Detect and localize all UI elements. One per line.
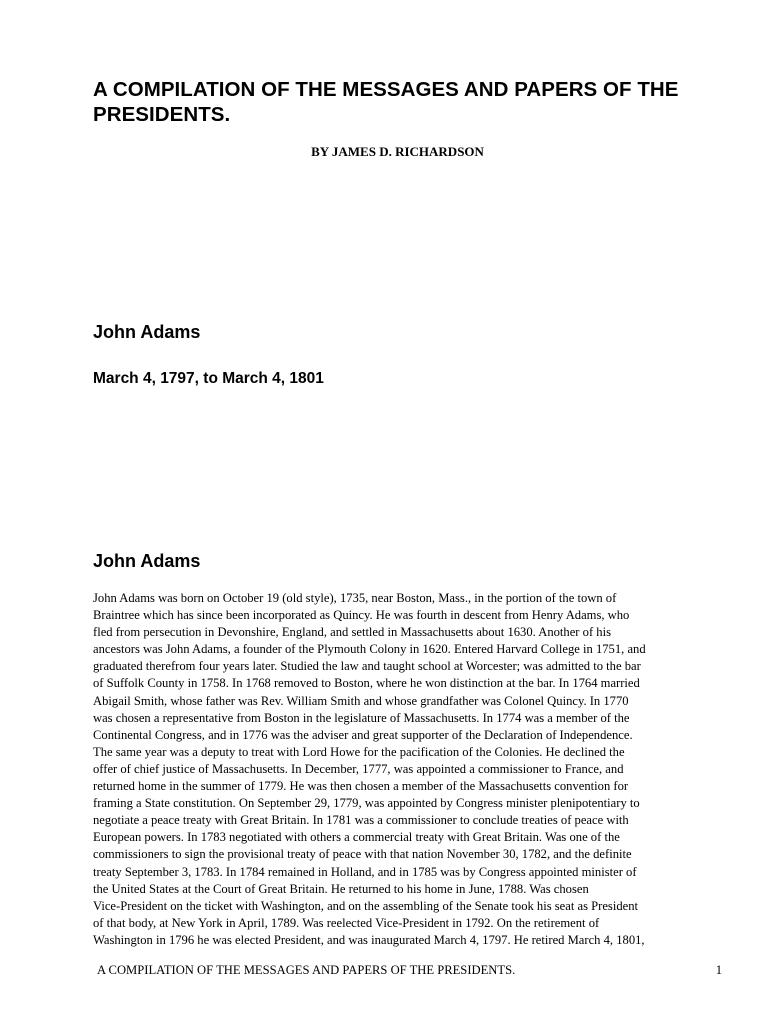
biography-line: of Suffolk County in 1758. In 1768 removed to Boston, where he won distinction at the bar. In 1764 married — [93, 676, 640, 691]
biography-line: offer of chief justice of Massachusetts. In December, 1777, was appointed a commissioner to France, and — [93, 761, 624, 776]
biography-line: was chosen a representative from Boston in the legislature of Massachusetts. In 1774 was a member of the — [93, 710, 630, 725]
biography-line: the United States at the Court of Great Britain. He returned to his home in June, 1788. Was chosen — [93, 881, 589, 896]
biography-heading: John Adams — [93, 551, 201, 571]
author-byline: BY JAMES D. RICHARDSON — [311, 144, 484, 159]
biography-line: Washington in 1796 he was elected President, and was inaugurated March 4, 1797. He retired March 4, 1801, — [93, 932, 645, 947]
biography-line: framing a State constitution. On September 29, 1779, was appointed by Congress minister plenipotentiary to — [93, 796, 640, 811]
biography-line: fled from persecution in Devonshire, England, and settled in Massachusetts about 1630. Another of his — [93, 625, 611, 640]
biography-line: ancestors was John Adams, a founder of the Plymouth Colony in 1620. Entered Harvard College in 1751, and — [93, 642, 646, 657]
biography-line: Braintree which has since been incorporated as Quincy. He was fourth in descent from Henry Adams, who — [93, 608, 630, 623]
biography-line: Abigail Smith, whose father was Rev. William Smith and whose grandfather was Colonel Quincy. In 1770 — [93, 693, 629, 708]
biography-line: Vice-President on the ticket with Washington, and on the assembling of the Senate took his seat as President — [93, 898, 639, 913]
biography-line: commissioners to sign the provisional treaty of peace with that nation November 30, 1782, and the definite — [93, 847, 632, 862]
term-dates-heading: March 4, 1797, to March 4, 1801 — [93, 370, 324, 387]
biography-line: John Adams was born on October 19 (old style), 1735, near Boston, Mass., in the portion of the town of — [93, 591, 617, 605]
biography-line: European powers. In 1783 negotiated with others a commercial treaty with Great Britain. Was one of the — [93, 830, 620, 845]
biography-line: negotiate a peace treaty with Great Britain. In 1781 was a commissioner to conclude treaties of peace with — [93, 813, 629, 828]
page-number: 1 — [715, 963, 722, 977]
footer-running-title: A COMPILATION OF THE MESSAGES AND PAPERS OF THE PRESIDENTS. — [97, 963, 516, 977]
biography-line: Continental Congress, and in 1776 was the adviser and great supporter of the Declaration of Independence. — [93, 727, 633, 742]
biography-paragraph — [93, 590, 733, 949]
biography-line: treaty September 3, 1783. In 1784 remained in Holland, and in 1785 was by Congress appointed minister of — [93, 864, 637, 879]
biography-line: returned home in the summer of 1779. He was then chosen a member of the Massachusetts convention for — [93, 779, 629, 794]
section-heading: John Adams — [93, 322, 201, 342]
biography-line: graduated therefrom four years later. Studied the law and taught school at Worcester; was admitted to the bar — [93, 659, 641, 674]
document-title: A COMPILATION OF THE MESSAGES AND PAPERS OF THE PRESIDENTS. — [93, 78, 679, 126]
biography-line: of that body, at New York in April, 1789. Was reelected Vice-President in 1792. On the retirement of — [93, 915, 600, 930]
biography-line: The same year was a deputy to treat with Lord Howe for the pacification of the Colonies. He declined the — [93, 744, 625, 759]
